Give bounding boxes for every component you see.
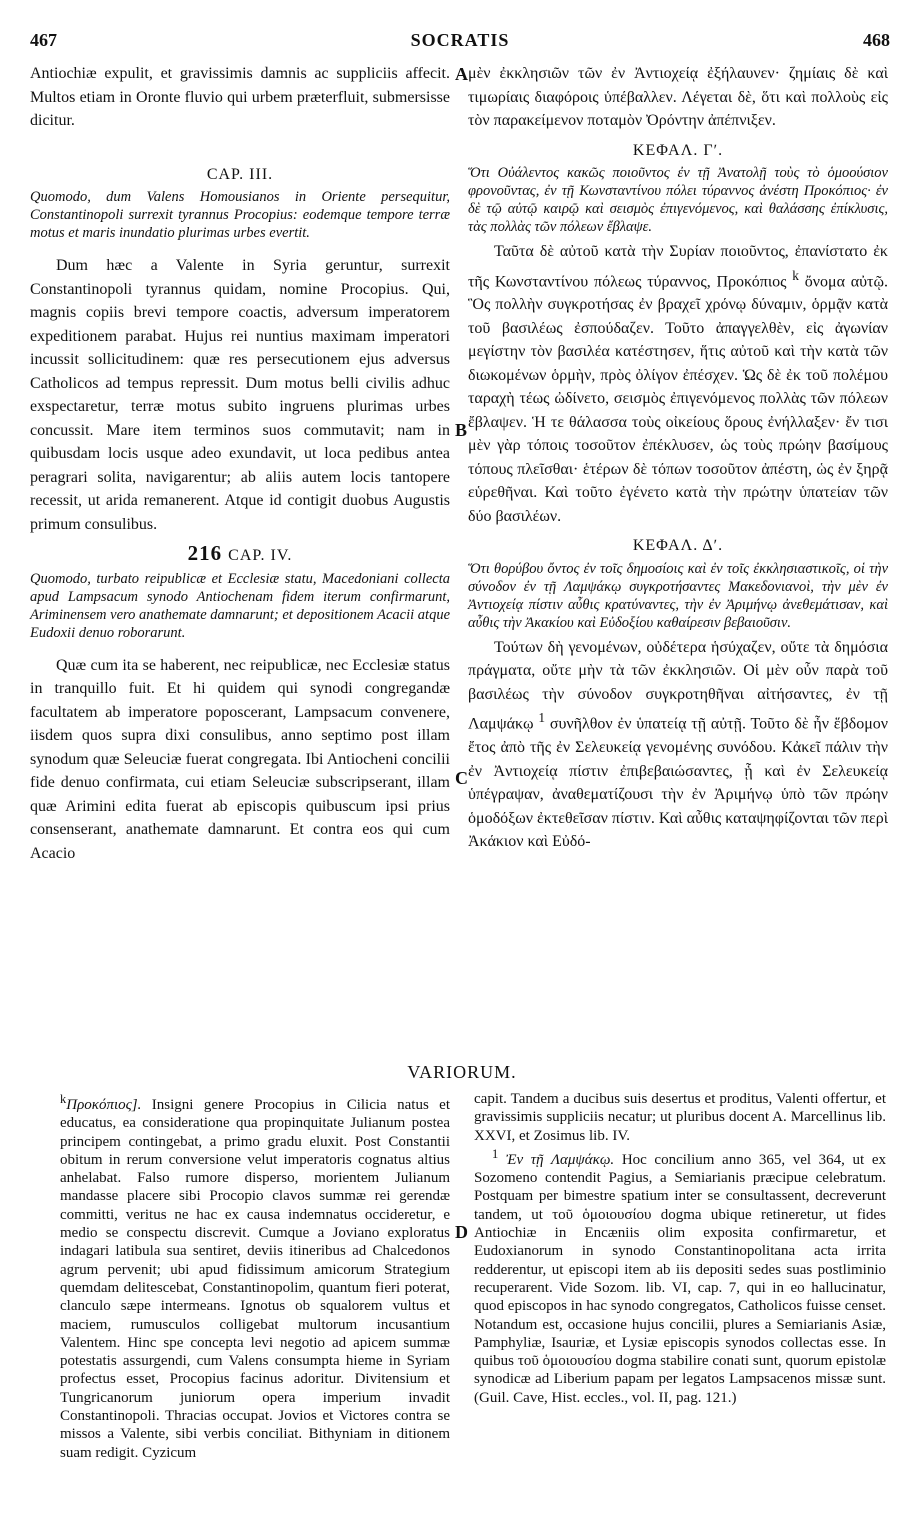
latin-chapter-4-summary: Quomodo, turbato reipublicæ et Ecclesiæ statu, Macedoniani collecta apud Lampsacum synodo Antiochenam fidem iterum confirmarunt, Ariminensem vero anathemate damnarunt; et depositionem Acacii atque Eudoxii denuo roborarunt. [30, 570, 451, 641]
footnote-1 [474, 1145, 886, 1407]
footnote-column-left [60, 1090, 450, 1462]
latin-chapter-3-text: Dum hæc a Valente in Syria geruntur, surrexit Constantinopoli tyrannus quidam, nomine Procopius. Qui, magnis copiis brevi tempore coactis, adversum imperatorem expeditionem parabat. Hujus rei nuntius maximam imperatori incussit sollicitudinem: quæ res persecutionem ejus adversus Catholicos ad tempus repressit. Dum motus belli civilis adhuc exspectaretur, terræ motus subito ingruens plurimas urbes concussit. Mare item terminos suos commutavit; nam in quibusdam locis usque adeo exundavit, ut loca pedibus antea peragrari solita, navigarentur; ab aliis autem locis tantopere recessit, ut arida remanerent. Atque id contigit duobus Augustis primum consulibus. [30, 257, 450, 533]
latin-chapter-4-heading: CAP. IV. [228, 547, 293, 564]
footnote-ref-1: 1 [538, 710, 546, 726]
margin-letter-b: B [455, 420, 468, 440]
greek-chapter-3-text-part-2: ὄνομα αὐτῷ. Ὃς πολλὴν συγκροτήσας ἐν βραχεῖ χρόνῳ δύναμιν, ὁρμᾷν κατὰ τοῦ βασιλέως ἐσπούδαζεν. Τοῦτο ἀπαγγελθὲν, εἰς ἀγωνίαν μεγίστην τὸν βασιλέα κατέστησεν, ἥτις αὐτοῦ καὶ τὴν κατὰ τῶν διωκομένων ὁρμὴν, πρὸς ὀλίγον ἐπέσχεν. Ὡς δὲ ἐκ τοῦ πολέμου ταραχὴ τέως ὠδίνετο, σεισμὸς ἐπιγενόμενος πολλὰς τῶν πόλεων ἔβλαψεν. Ἡ τε θάλασσα τοὺς οἰκείους ὅρους ἐνήλλαξεν· ἔν τισι μὲν γὰρ τόποις τοσοῦτον ἐπέκλυσεν, ὡς τοὺς πρώην βασίμους τόπους πλεῖσθαι· ἑτέρων δὲ τόπων τοσοῦτον ἀπέστη, ὡς ἐν ξηρᾷ εὑρεθῆναι. Καὶ τοῦτο ἐγένετο κατὰ τὴν πρώτην ὑπατείαν τῶν δύο βασιλέων. [468, 272, 889, 525]
greek-column [468, 62, 888, 854]
margin-letter-c: C [455, 768, 468, 788]
greek-chapter-3-heading: ΚΕΦΑΛ. Γʹ. [632, 141, 724, 159]
margin-letter-a: A [455, 64, 468, 84]
greek-chapter-4-text-part-1: Τούτων δὴ γενομένων, οὐδέτερα ἡσύχαζεν, οὔτε τὰ δημόσια πράγματα, οὔτε μὴν τὰ τῶν ἐκκλησιῶν. Οἱ μὲν οὖν παρὰ τοῦ βασιλέως τὴν σύνοδον συγκροτηθῆναι αἰτήσαντες, ἐν τῇ Λαμψάκῳ [468, 638, 888, 733]
footnote-k [60, 1090, 450, 1462]
page-number-left: 467 [30, 30, 57, 50]
latin-column [30, 62, 450, 865]
running-header [30, 30, 890, 56]
greek-chapter-4-summary: Ὅτι θορύβου ὄντος ἐν τοῖς δημοσίοις καὶ ἐν τοῖς ἐκκλησιαστικοῖς, οἱ τὴν σύνοδον ἐν τῇ Λαμψάκῳ συγκροτήσαντες Μακεδονιανοὶ, τὴν μὲν ἐν Ἀντιοχείᾳ πίστιν αὖθις κρατύναντες, τὴν ἐν Ἀριμήνῳ ἀνεθεμάτισαν, καὶ αὖθις τὴν Ἀκακίου καὶ Εὐδοξίου καθαίρεσιν βεβαιοῦσιν. [468, 560, 888, 631]
footnote-k-text: Insigni genere Procopius in Cilicia natus et educatus, ea consideratione qua propinquitate Julianum postea principem contingebat, a primo gradu eluxit. Post Constantii obitum in rerum conversione velut imperatoris cognatus altius anhelabat. Falso rumore disperso, morientem Julianum mandasse placere sibi Procopio clavos summæ rei gerendæ committi, veritus ne hac ex causa indemnatus occideretur, e medio se conspectu discrevit. Cumque a Joviano exploratus indagari latibula sua sentiret, deviis itineribus ad Chalcedonos agrum pervenit; ubi apud fidissimum amicorum Strategium quemdam delitescebat, Constantinopolim, quantum fieri poterat, clanculo sæpe intermeans. Ignotus ob squalorem vultus et maciem, rumusculos colligebat multorum incusantium Valentem. Hinc spe concepta levi negotio ad apicem summæ potestatis assurgendi, cum Valens consumpta hieme in Syriam profectus esset, Procopius facinus adoritur. Divitensium et Tungricanorum juniorum opera imperium invadit Constantinopoli. Thracias occupat. Jovios et Victores contra se missos a Valente, sibi verbis conciliat. Bithyniam in ditionem suam redigit. Cyzicum [60, 1097, 451, 1461]
greek-chapter-3-summary: Ὅτι Οὐάλεντος κακῶς ποιοῦντος ἐν τῇ Ἀνατολῇ τοὺς τὸ ὁμοούσιον φρονοῦντας, ἐν τῇ Κωνσταντίνου πόλει τύραννος ἀνέστη Προκόπιος· ἐν δὲ τῷ αὐτῷ καιρῷ καὶ σεισμὸς ἐπιγενόμενος, καὶ θαλάσσης ἐπίκλυσις, τὰς πολλὰς τῶν πόλεων ἔβλαψε. [468, 165, 888, 235]
footnote-k-lemma: Προκόπιος]. [66, 1097, 142, 1113]
margin-letter-d: D [455, 1222, 468, 1242]
greek-chapter-3-text [468, 240, 888, 528]
page-number-right: 468 [863, 30, 890, 50]
greek-intro: μὲν ἐκκλησιῶν τῶν ἐν Ἀντιοχείᾳ ἐξήλαυνεν· ζημίαις δὲ καὶ τιμωρίαις διαφόροις ὑπέβαλλεν. Λέγεται δὲ, ὅτι καὶ πολλοὺς εἰς τὸν παρακείμενον ποταμὸν Ὀρόντην ἀπέπνιξεν. [468, 65, 888, 129]
footnote-column-right [474, 1090, 886, 1407]
footnote-1-lemma: Ἐν τῇ Λαμψάκῳ. [505, 1151, 615, 1168]
greek-chapter-3-text-part-1: Ταῦτα δὲ αὐτοῦ κατὰ τὴν Συρίαν ποιοῦντος, ἐπανίστατο ἐκ τῆς Κωνσταντίνου πόλεως τύραννος, Προκόπιος [468, 243, 888, 290]
footnote-k-continued: capit. Tandem a ducibus suis desertus et proditus, Valenti offertur, et gravissimis suppliciis necatur; ut pluribus docent A. Marcellinus lib. XXVI, et Zosimus lib. IV. [474, 1091, 886, 1144]
latin-intro: Antiochiæ expulit, et gravissimis damnis ac suppliciis affecit. Multos etiam in Oronte fluvio qui urbem præterfluit, submersisse dicitur. [30, 65, 450, 129]
column-number: 216 [187, 541, 223, 565]
footnote-ref-k: k [792, 267, 799, 283]
latin-chapter-3-summary: Quomodo, dum Valens Homousianos in Oriente persequitur, Constantinopoli surrexit tyrannus Procopius: eodemque tempore terræ motus et maris inundatio plurimas urbes evertit. [30, 189, 450, 241]
latin-chapter-4-heading-line [30, 542, 450, 568]
running-title: SOCRATIS [410, 30, 510, 50]
footnote-1-text: Hoc concilium anno 365, vel 364, ut ex Sozomeno contendit Pagius, a Semiarianis præcipue celebratum. Postquam per bimestre spatium inter se consultassent, decreverunt tandem, ut τοῦ ὁμοιουσίου dogma ubique retineretur, ut fides Antiochiæ in Encæniis olim exposita confirmaretur, et Eudoxianorum in synodo Constantinopolitana acta irrita redderentur, ut episcopi item ab iis depositi sedes suas postliminio recuperarent. Vide Sozom. lib. VI, cap. 7, qui in eo hallucinatur, quod episcopos in hac synodo congregatos, Catholicos fuisse censet. Notandum est, occasione hujus concilii, plures a Semiarianis Asiæ, Pamphyliæ, Isauriæ, et Lysiæ episcopis synodos collectas esse. In quibus τοῦ ὁμοιουσίου dogma stabilire conati sunt, quorum epistolæ synodicæ ad Liberium papam per legatos Lampsacenos missæ sunt. (Guil. Cave, Hist. eccles., vol. II, pag. 121.) [474, 1151, 887, 1406]
footnote-1-mark: 1 [492, 1146, 499, 1161]
footnote-k-mark: k [60, 1092, 67, 1106]
greek-chapter-4-text-part-2: συνῆλθον ἐν ὑπατείᾳ τῇ αὐτῇ. Τοῦτο δὲ ἦν ἕβδομον ἔτος ἀπὸ τῆς ἐν Σελευκείᾳ γενομένης συνόδου. Κἀκεῖ πάλιν τὴν ἐν Ἀντιοχείᾳ πίστιν ἐπιβεβαιώσαντες, ᾗ καὶ ἐν Σελευκείᾳ ὑπέγραψαν, ἀναθεματίζουσι τὴν ἐν Ἀριμήνῳ ὑπὸ τῶν πρώην ὁμοδόξων ἐκτεθεῖσαν πίστιν. Καὶ αὖθις καταψηφίζονται τῶν περὶ Ἀκάκιον καὶ Εὐδό- [468, 715, 889, 851]
greek-chapter-4-heading: ΚΕΦΑΛ. Δʹ. [632, 537, 724, 555]
latin-chapter-4-text: Quæ cum ita se haberent, nec reipublicæ, nec Ecclesiæ status in tranquillo fuit. Et hi quidem qui synodi congregandæ facultatem ab imperatore poposcerant, Lampsacum convenere, iisdem quos supra dixi consulibus, anno septimo post illam synodum quæ Seleuciæ fuerat congregata. Ibi Antiocheni concilii fide denuo confirmata, cui etiam Seleuciæ subscripserant, illam quæ Arimini edita fuerat ab episcopis quibuscum ipsi prius consenserant, anathemate damnarunt. Et contra eos qui cum Acacio [30, 656, 450, 862]
variorum-heading: VARIORUM. [407, 1062, 517, 1082]
latin-chapter-3-heading: CAP. III. [206, 165, 274, 183]
greek-chapter-4-text [468, 636, 888, 854]
